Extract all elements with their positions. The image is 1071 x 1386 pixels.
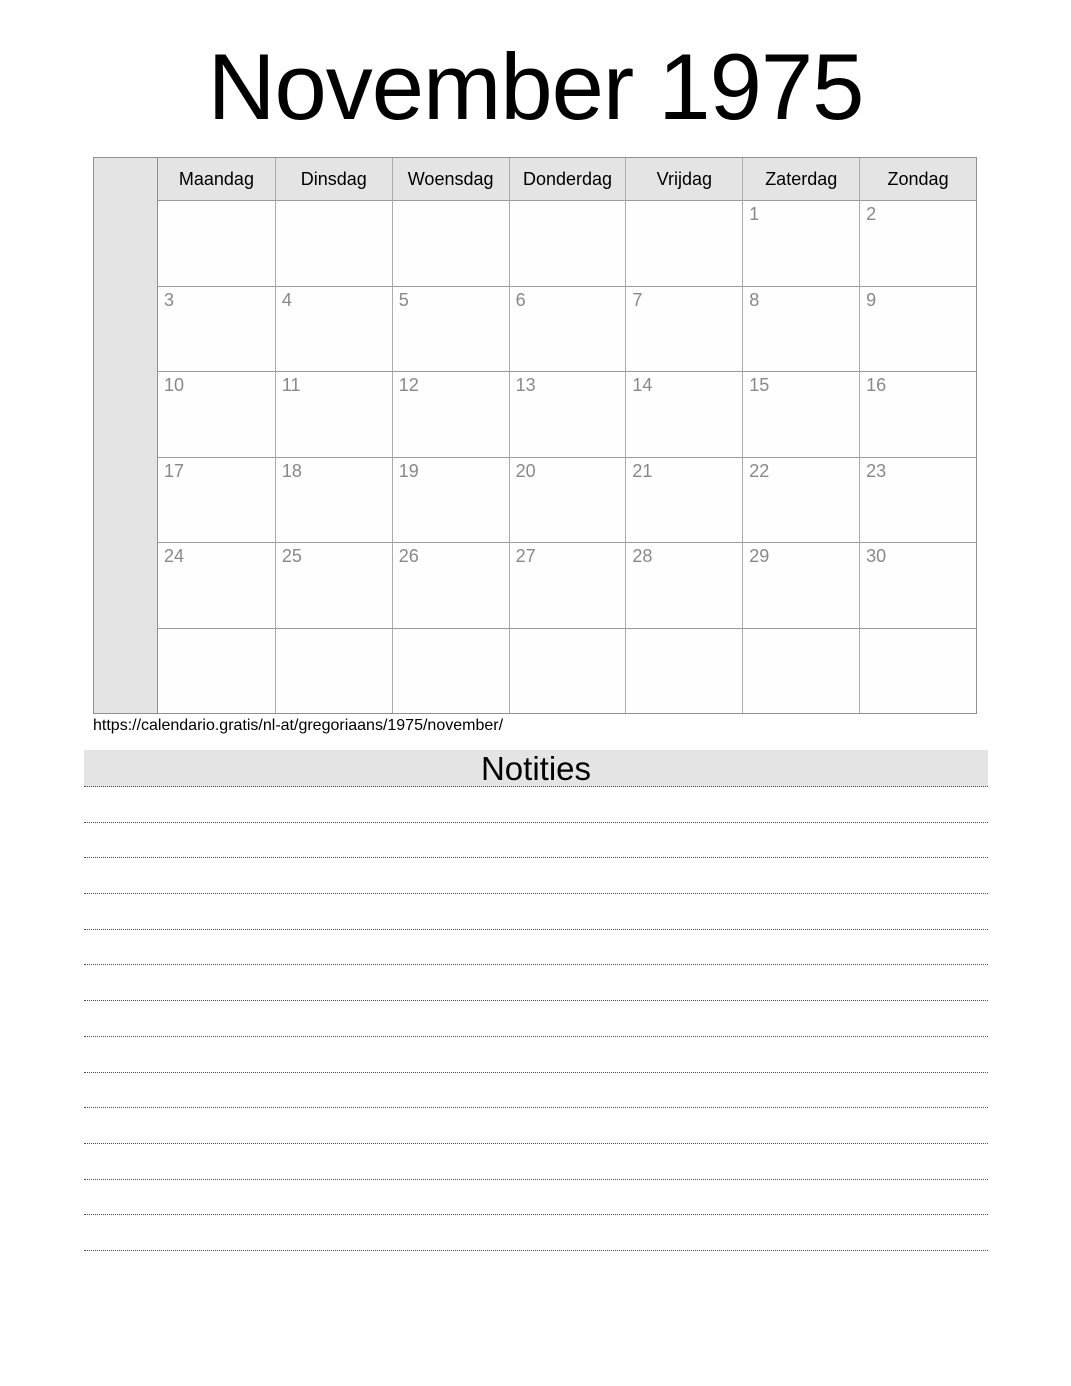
day-number: 7	[632, 289, 643, 310]
day-number: 28	[632, 546, 653, 566]
day-cell	[859, 457, 976, 543]
day-cell	[742, 286, 859, 372]
day-cell	[158, 371, 275, 457]
day-number: 27	[515, 546, 536, 566]
day-cell	[275, 542, 392, 628]
note-line	[84, 1001, 988, 1037]
day-number: 30	[866, 546, 887, 566]
day-number: 3	[164, 289, 175, 310]
day-cell	[509, 542, 626, 628]
day-cell	[392, 542, 509, 628]
source-url: https://calendario.gratis/nl-at/gregoriaans/1975/november/	[93, 717, 504, 734]
day-number: 22	[749, 460, 770, 481]
empty-day-cell	[392, 628, 509, 714]
day-cell	[625, 542, 742, 628]
day-cell	[275, 371, 392, 457]
notes-heading: Notities	[84, 750, 988, 787]
day-cell	[392, 286, 509, 372]
weekday-header-cell: Dinsdag	[275, 158, 392, 200]
day-cell	[742, 542, 859, 628]
empty-day-cell	[275, 628, 392, 714]
day-number: 12	[398, 375, 419, 395]
day-number: 23	[866, 460, 887, 481]
day-cell	[859, 200, 976, 286]
day-cell	[625, 286, 742, 372]
page-title: November 1975	[207, 34, 864, 139]
day-cell	[392, 457, 509, 543]
note-line	[84, 1108, 988, 1144]
day-cell	[509, 457, 626, 543]
day-number: 17	[164, 460, 185, 481]
day-cell	[158, 457, 275, 543]
note-line	[84, 1215, 988, 1251]
day-number: 29	[749, 546, 770, 566]
weekday-header-cell: Maandag	[158, 158, 275, 200]
day-number: 16	[866, 375, 887, 395]
day-number: 25	[281, 546, 302, 566]
day-number: 11	[281, 375, 301, 395]
notes-lines	[84, 787, 988, 1251]
note-line	[84, 965, 988, 1001]
day-cell	[625, 371, 742, 457]
empty-day-cell	[392, 200, 509, 286]
note-line	[84, 930, 988, 966]
week-gutter-column	[94, 158, 158, 713]
weekday-header-cell: Woensdag	[392, 158, 509, 200]
weekday-header-cell: Donderdag	[509, 158, 626, 200]
note-line	[84, 1073, 988, 1109]
day-cell	[742, 457, 859, 543]
day-number: 26	[398, 546, 419, 566]
day-number: 9	[866, 289, 877, 310]
note-line	[84, 858, 988, 894]
day-number: 19	[398, 460, 419, 481]
day-cell	[625, 457, 742, 543]
day-number: 18	[281, 460, 302, 481]
empty-day-cell	[859, 628, 976, 714]
day-number: 2	[866, 204, 877, 224]
day-number: 1	[749, 204, 760, 224]
empty-day-cell	[158, 200, 275, 286]
notes-section	[84, 750, 988, 1251]
note-line	[84, 1037, 988, 1073]
day-cell	[742, 371, 859, 457]
day-number: 8	[749, 289, 760, 310]
note-line	[84, 1144, 988, 1180]
day-cell	[392, 371, 509, 457]
day-cell	[275, 457, 392, 543]
weekday-header-cell: Zondag	[859, 158, 976, 200]
day-number: 20	[515, 460, 536, 481]
weekday-header-cell: Zaterdag	[742, 158, 859, 200]
empty-day-cell	[509, 200, 626, 286]
note-line	[84, 1180, 988, 1216]
empty-day-cell	[509, 628, 626, 714]
note-line	[84, 787, 988, 823]
calendar-table	[93, 157, 977, 714]
day-number: 4	[281, 289, 292, 310]
empty-day-cell	[625, 628, 742, 714]
day-number: 15	[749, 375, 770, 395]
empty-day-cell	[275, 200, 392, 286]
note-line	[84, 894, 988, 930]
day-cell	[158, 286, 275, 372]
day-cell	[742, 200, 859, 286]
weekday-header-cell: Vrijdag	[625, 158, 742, 200]
empty-day-cell	[742, 628, 859, 714]
day-number: 13	[515, 375, 536, 395]
day-number: 10	[164, 375, 185, 395]
day-cell	[859, 371, 976, 457]
day-number: 6	[515, 289, 526, 310]
day-number: 21	[632, 460, 653, 481]
day-cell	[509, 371, 626, 457]
day-number: 14	[632, 375, 653, 395]
empty-day-cell	[625, 200, 742, 286]
day-cell	[158, 542, 275, 628]
empty-day-cell	[158, 628, 275, 714]
day-number: 24	[164, 546, 185, 566]
day-cell	[859, 542, 976, 628]
note-line	[84, 823, 988, 859]
day-cell	[275, 286, 392, 372]
day-number: 5	[398, 289, 409, 310]
day-cell	[859, 286, 976, 372]
day-cell	[509, 286, 626, 372]
